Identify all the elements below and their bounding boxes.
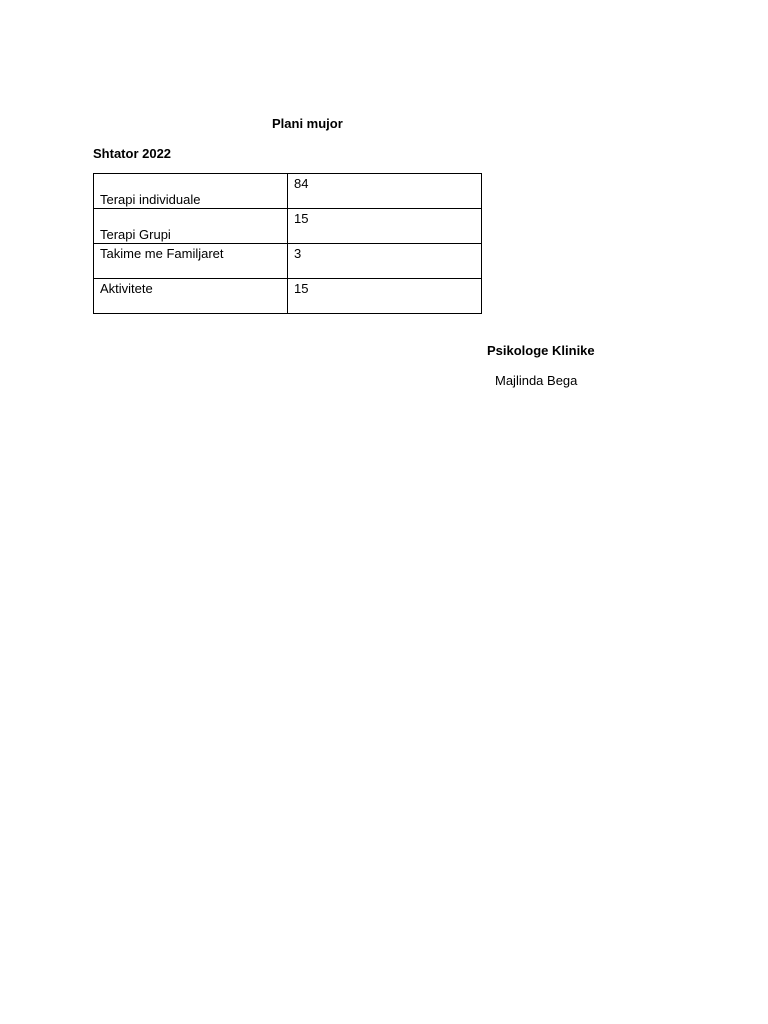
row-label: Terapi Grupi [94,209,288,244]
table-row [94,279,482,314]
period-label: Shtator 2022 [93,146,172,161]
table-row [94,209,482,244]
table-row [94,174,482,209]
row-label: Terapi individuale [94,174,288,209]
row-value: 3 [288,244,482,279]
table-row [94,244,482,279]
signature-role: Psikologe Klinike [487,343,595,358]
plan-table [93,173,482,314]
row-label: Aktivitete [94,279,288,314]
row-value: 15 [288,279,482,314]
document-title: Plani mujor [272,116,343,131]
signature-name: Majlinda Bega [495,373,578,388]
row-value: 84 [288,174,482,209]
row-label: Takime me Familjaret [94,244,288,279]
row-value: 15 [288,209,482,244]
